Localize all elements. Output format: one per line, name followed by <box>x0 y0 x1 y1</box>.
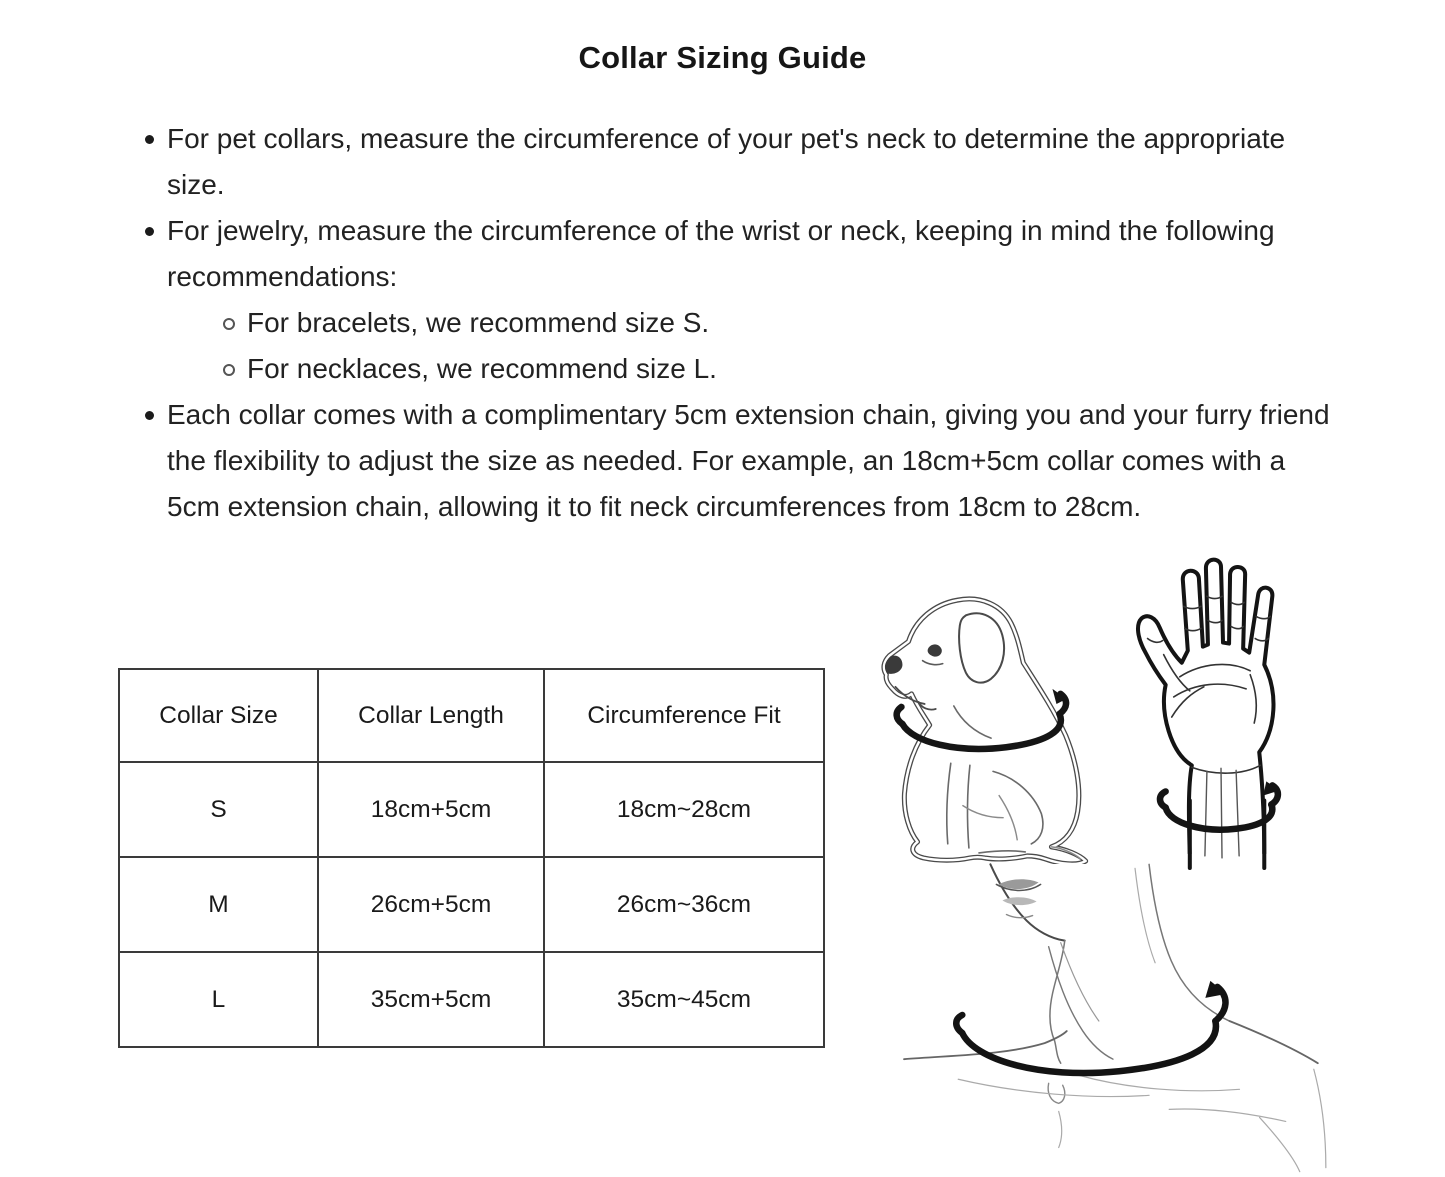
list-item <box>223 300 1340 346</box>
table-cell: 26cm~36cm <box>544 857 824 952</box>
column-header: Collar Length <box>318 669 544 762</box>
neck-measurement-illustration <box>898 862 1360 1174</box>
sub-bullet-marker <box>223 364 235 376</box>
list-item <box>145 392 1340 530</box>
column-header: Circumference Fit <box>544 669 824 762</box>
bullet-marker <box>145 411 154 420</box>
wrist-measurement-illustration <box>1121 554 1318 874</box>
bullet-marker <box>145 135 154 144</box>
bullet-text: For jewelry, measure the circumference of the wrist or neck, keeping in mind the following recommendations: <box>167 215 1275 292</box>
bullet-text: Each collar comes with a complimentary 5cm extension chain, giving you and your furry friend the flexibility to adjust the size as needed. For example, an 18cm+5cm collar comes with a 5cm extension chain, allowing it to fit neck circumferences from 18cm to 28cm. <box>167 399 1330 522</box>
table-cell: 18cm+5cm <box>318 762 544 857</box>
table-cell: S <box>119 762 318 857</box>
instructions-list <box>145 116 1340 530</box>
column-header: Collar Size <box>119 669 318 762</box>
dog-neck-measurement-illustration <box>858 562 1110 864</box>
list-item <box>145 116 1340 208</box>
table-cell: M <box>119 857 318 952</box>
list-item <box>145 208 1340 392</box>
table-row <box>119 857 824 952</box>
table-row <box>119 952 824 1047</box>
table-cell: 35cm+5cm <box>318 952 544 1047</box>
page-title: Collar Sizing Guide <box>578 40 867 75</box>
sub-bullet-text: For bracelets, we recommend size S. <box>247 307 710 338</box>
list-item <box>223 346 1340 392</box>
table-cell: L <box>119 952 318 1047</box>
table-header-row <box>119 669 824 762</box>
table-row <box>119 762 824 857</box>
bullet-marker <box>145 227 154 236</box>
table-cell: 26cm+5cm <box>318 857 544 952</box>
sub-bullet-text: For necklaces, we recommend size L. <box>247 353 717 384</box>
table-cell: 18cm~28cm <box>544 762 824 857</box>
sub-bullet-marker <box>223 318 235 330</box>
bullet-text: For pet collars, measure the circumference of your pet's neck to determine the appropriate size. <box>167 123 1286 200</box>
recommendations-sublist <box>167 300 1340 392</box>
sizing-table <box>118 668 825 1048</box>
table-cell: 35cm~45cm <box>544 952 824 1047</box>
